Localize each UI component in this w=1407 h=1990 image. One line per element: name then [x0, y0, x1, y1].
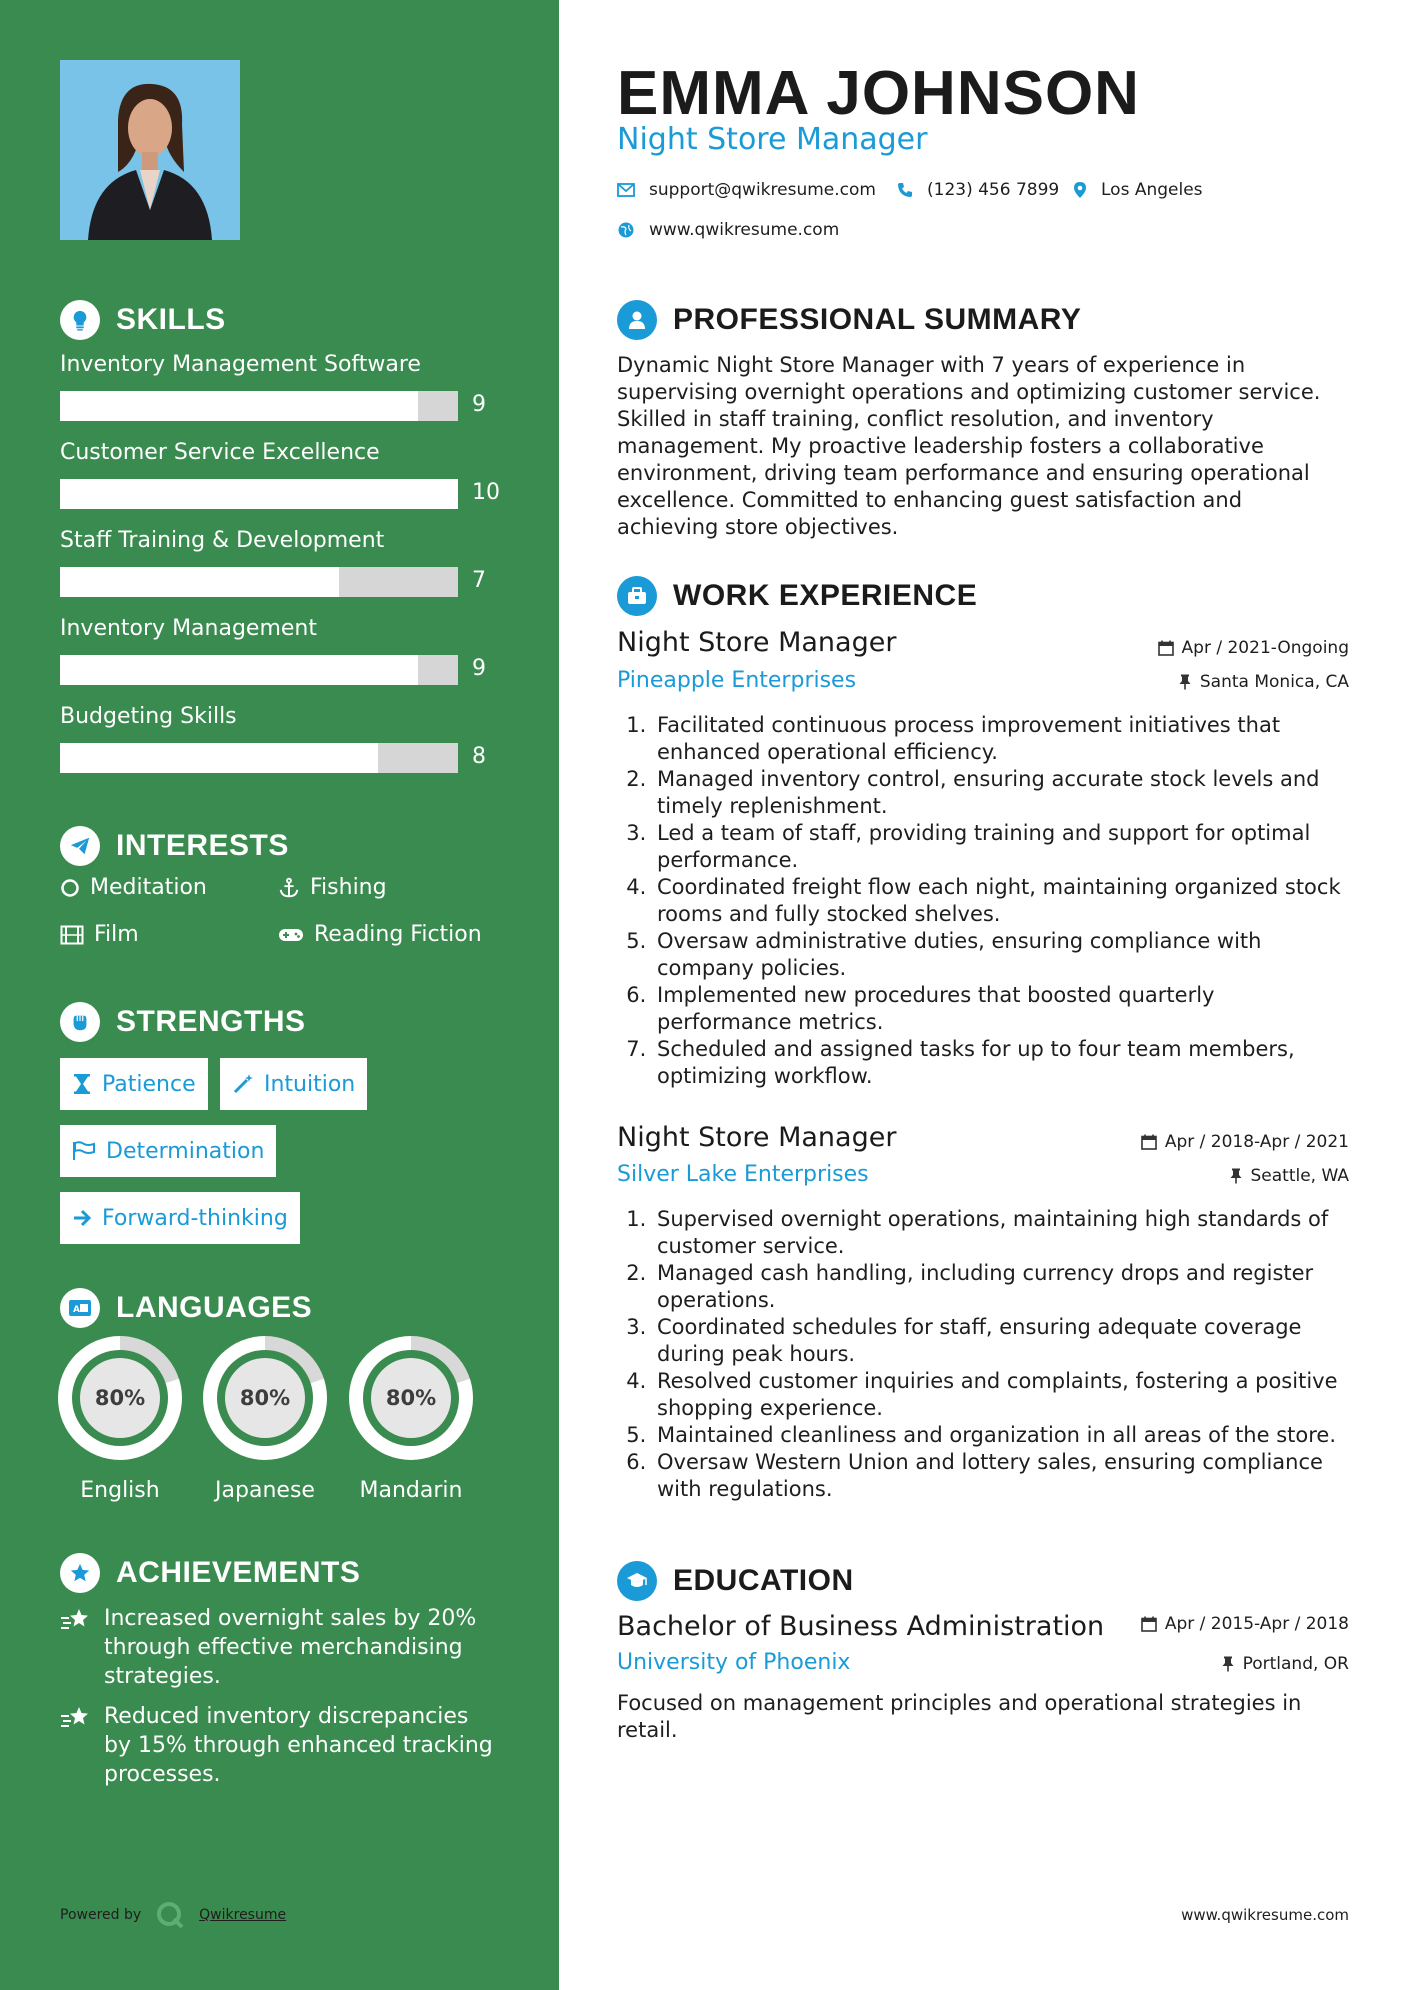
profile-photo [60, 60, 240, 240]
duty-item: 3. Coordinated schedules for staff, ensuring adequate coverage during peak hours. [653, 1314, 1349, 1368]
sidebar [0, 0, 559, 1990]
education-degree: Bachelor of Business Administration [617, 1611, 1105, 1642]
skill-bar-fill [60, 567, 339, 597]
job-dates-text: Apr / 2021-Ongoing [1181, 638, 1349, 658]
fist-icon [60, 1002, 100, 1042]
language-percent: 80% [225, 1358, 305, 1438]
skill-item [60, 352, 500, 421]
language-ring [349, 1336, 473, 1460]
qwikresume-logo-icon [155, 1900, 185, 1930]
language-percent: 80% [80, 1358, 160, 1438]
language-item [203, 1336, 327, 1503]
phone-text: (123) 456 7899 [927, 180, 1060, 200]
duty-item: 6. Oversaw Western Union and lottery sales, ensuring compliance with regulations. [653, 1449, 1349, 1503]
skill-value: 7 [472, 568, 486, 593]
skills-heading [60, 300, 226, 340]
duty-item: 5. Maintained cleanliness and organization in all areas of the store. [653, 1422, 1349, 1449]
hourglass-icon [72, 1073, 92, 1095]
skill-bar-track [60, 479, 458, 509]
language-name: English [80, 1478, 160, 1503]
skill-name: Inventory Management [60, 616, 317, 641]
strength-label: Determination [106, 1138, 265, 1164]
language-name: Japanese [215, 1478, 315, 1503]
interest-item [60, 875, 207, 900]
achievement-text: Reduced inventory discrepancies by 15% through enhanced tracking processes. [104, 1704, 493, 1787]
interest-label: Meditation [90, 875, 207, 900]
film-icon [60, 925, 84, 945]
duty-item: 1. Facilitated continuous process improvement initiatives that enhanced operational efficiency. [653, 712, 1349, 766]
duty-item: 2. Managed inventory control, ensuring accurate stock levels and timely replenishment. [653, 766, 1349, 820]
footer-url[interactable]: www.qwikresume.com [1181, 1906, 1349, 1924]
strength-label: Forward-thinking [102, 1205, 288, 1231]
skills-title: SKILLS [116, 303, 226, 336]
graduation-cap-icon [617, 1561, 657, 1601]
strength-tag [220, 1058, 367, 1110]
candidate-role: Night Store Manager [617, 122, 928, 157]
pushpin-icon [1221, 1656, 1235, 1672]
pushpin-icon [1178, 674, 1192, 690]
anchor-icon [278, 877, 300, 899]
duty-item: 5. Oversaw administrative duties, ensuring compliance with company policies. [653, 928, 1349, 982]
email-text[interactable]: support@qwikresume.com [649, 180, 876, 200]
candidate-name: EMMA JOHNSON [617, 59, 1140, 128]
flag-icon [72, 1141, 96, 1161]
website-text[interactable]: www.qwikresume.com [649, 220, 840, 240]
powered-by [60, 1900, 286, 1930]
job-title: Night Store Manager [617, 627, 897, 658]
calendar-icon [1158, 640, 1174, 656]
job-company: Silver Lake Enterprises [617, 1162, 869, 1187]
achievement-item [60, 1702, 500, 1789]
envelope-icon [617, 183, 635, 197]
paper-plane-icon [60, 826, 100, 866]
phone-icon [897, 182, 913, 198]
duty-item: 4. Coordinated freight flow each night, maintaining organized stock rooms and fully stocked shelves. [653, 874, 1349, 928]
education-location-text: Portland, OR [1242, 1654, 1349, 1674]
education-title: EDUCATION [673, 1564, 854, 1597]
svg-text:A: A [73, 1305, 80, 1315]
shooting-star-icon [60, 1607, 92, 1633]
duty-item: 2. Managed cash handling, including currency drops and register operations. [653, 1260, 1349, 1314]
skill-name: Inventory Management Software [60, 352, 421, 377]
language-item [58, 1336, 182, 1503]
skill-item [60, 616, 500, 685]
skill-name: Customer Service Excellence [60, 440, 380, 465]
skill-value: 10 [472, 480, 500, 505]
skill-name: Budgeting Skills [60, 704, 237, 729]
job-duties [635, 1206, 1349, 1503]
lightbulb-icon [60, 300, 100, 340]
skill-value: 9 [472, 656, 486, 681]
experience-title: WORK EXPERIENCE [673, 579, 978, 612]
job-duties [635, 712, 1349, 1090]
user-icon [617, 300, 657, 340]
job-dates-text: Apr / 2018-Apr / 2021 [1164, 1132, 1349, 1152]
interest-label: Film [94, 922, 139, 947]
gamepad-icon [278, 925, 304, 945]
skill-value: 9 [472, 392, 486, 417]
powered-by-label: Powered by [60, 1907, 142, 1923]
circle-icon [60, 878, 80, 898]
contact-phone [897, 180, 1059, 200]
strengths-title: STRENGTHS [116, 1005, 306, 1038]
pushpin-icon [1229, 1168, 1243, 1184]
star-badge-icon [60, 1553, 100, 1593]
job-title: Night Store Manager [617, 1122, 897, 1153]
experience-heading [617, 576, 977, 616]
skill-bar-fill [60, 479, 458, 509]
education-school: University of Phoenix [617, 1650, 851, 1675]
magic-wand-icon [232, 1073, 254, 1095]
education-location [1221, 1654, 1349, 1674]
education-description: Focused on management principles and operational strategies in retail. [617, 1691, 1302, 1742]
globe-icon [617, 221, 635, 239]
education-heading [617, 1561, 854, 1601]
achievement-item [60, 1604, 500, 1691]
contact-email [617, 180, 876, 200]
skill-bar-track [60, 567, 458, 597]
language-name: Mandarin [359, 1478, 463, 1503]
duty-item: 1. Supervised overnight operations, maintaining high standards of customer service. [653, 1206, 1349, 1260]
achievement-text: Increased overnight sales by 20% through effective merchandising strategies. [104, 1606, 477, 1689]
job-company: Pineapple Enterprises [617, 668, 857, 693]
strengths-heading [60, 1002, 306, 1042]
language-icon [60, 1288, 100, 1328]
interest-label: Reading Fiction [314, 922, 482, 947]
calendar-icon [1141, 1134, 1157, 1150]
languages-heading [60, 1288, 312, 1328]
skill-bar-fill [60, 391, 418, 421]
job-dates [1158, 638, 1349, 658]
strength-label: Patience [102, 1071, 196, 1097]
duty-item: 4. Resolved customer inquiries and complaints, fostering a positive shopping experience. [653, 1368, 1349, 1422]
interests-heading [60, 826, 289, 866]
summary-heading [617, 300, 1081, 340]
skill-bar-track [60, 391, 458, 421]
skill-value: 8 [472, 744, 486, 769]
strength-tag [60, 1125, 276, 1177]
shooting-star-icon [60, 1705, 92, 1731]
duty-item: 3. Led a team of staff, providing training and support for optimal performance. [653, 820, 1349, 874]
interest-label: Fishing [310, 875, 387, 900]
strength-label: Intuition [264, 1071, 356, 1097]
location-text: Los Angeles [1101, 180, 1203, 200]
skill-item [60, 704, 500, 773]
skill-name: Staff Training & Development [60, 528, 385, 553]
skill-bar-fill [60, 655, 418, 685]
calendar-icon [1141, 1616, 1157, 1632]
job-location [1229, 1166, 1350, 1186]
languages-title: LANGUAGES [116, 1291, 313, 1324]
arrow-right-icon [72, 1208, 92, 1228]
education-dates-text: Apr / 2015-Apr / 2018 [1164, 1614, 1349, 1634]
language-item [349, 1336, 473, 1503]
map-marker-icon [1073, 181, 1087, 199]
skill-bar-track [60, 743, 458, 773]
contact-website [617, 220, 839, 240]
interest-item [278, 922, 482, 947]
skill-item [60, 440, 500, 509]
education-dates [1141, 1614, 1349, 1634]
language-percent: 80% [371, 1358, 451, 1438]
summary-title: PROFESSIONAL SUMMARY [673, 303, 1082, 336]
briefcase-icon [617, 576, 657, 616]
summary-text: Dynamic Night Store Manager with 7 years of experience in supervising overnight operations and optimizing customer service. Skilled in staff training, conflict resolution, and inventory management. My proactive leadership fosters a collaborative environment, driving team performance and ensuring operational excellence. Committed to enhancing guest satisfaction and achieving store objectives. [617, 353, 1321, 539]
interests-title: INTERESTS [116, 829, 289, 862]
duty-item: 6. Implemented new procedures that boosted quarterly performance metrics. [653, 982, 1349, 1036]
interest-item [278, 875, 387, 900]
strength-tag [60, 1058, 208, 1110]
skill-bar-fill [60, 743, 378, 773]
duty-item: 7. Scheduled and assigned tasks for up to four team members, optimizing workflow. [653, 1036, 1349, 1090]
achievements-title: ACHIEVEMENTS [116, 1556, 361, 1589]
qwikresume-link[interactable]: Qwikresume [199, 1907, 287, 1923]
strength-tag [60, 1192, 300, 1244]
job-dates [1141, 1132, 1349, 1152]
contact-location [1073, 180, 1203, 200]
language-ring [58, 1336, 182, 1460]
achievements-heading [60, 1553, 360, 1593]
skill-bar-track [60, 655, 458, 685]
interest-item [60, 922, 139, 947]
job-location-text: Seattle, WA [1250, 1166, 1349, 1186]
skill-item [60, 528, 500, 597]
job-location-text: Santa Monica, CA [1199, 672, 1349, 692]
language-ring [203, 1336, 327, 1460]
job-location [1178, 672, 1349, 692]
